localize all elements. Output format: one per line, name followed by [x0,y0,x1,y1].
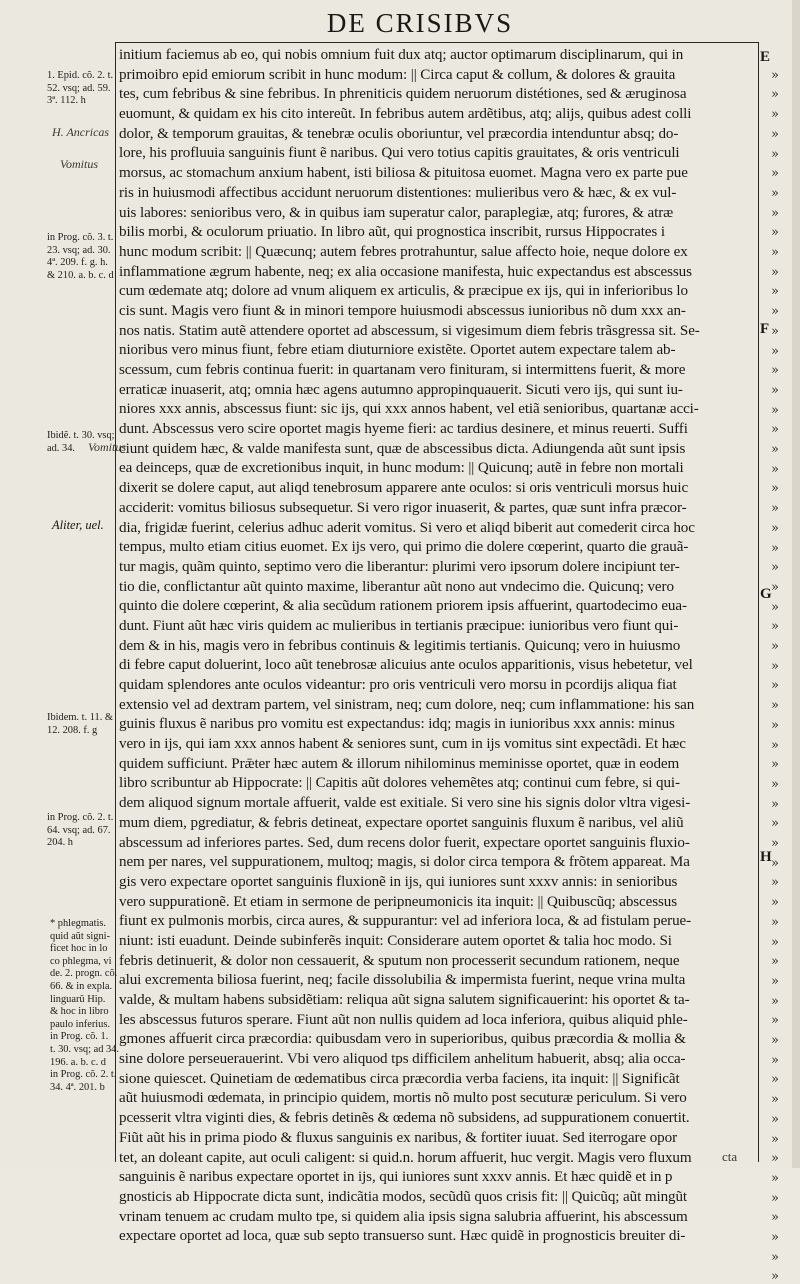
quotation-mark: » [771,1269,779,1284]
text-line: dolor, & temporum grauitas, & tenebræ oculis oboriuntur, vel præcordia intenduntur absq; do- [119,125,679,142]
quotation-mark: » [771,895,779,911]
text-line: quidam splendores ante oculos videantur: pro oris ventriculi vero morsu in pcordijs aliqua fiat [119,677,677,693]
text-line: valde, & multam habens subsidẽtiam: reliqua aũt signa salutem significauerint: his oportet & ta- [119,992,690,1008]
text-line: niunt: isti euadunt. Deinde subinferẽs inquit: Considerare autem oportet & talia hoc modo. Si [119,932,672,949]
quotation-mark: » [771,343,779,359]
text-line: primoibro epid emiorum scribit in hunc modum: || Circa caput & collum, & dolores & grauita [119,66,676,83]
quotation-mark: » [771,954,779,970]
section-letter-e: E [760,49,771,65]
text-line: tur magis, quãm quinto, septimo vero die liberantur: plurimi vero ipsorum dolere incipiunt ter- [119,558,680,575]
quotation-mark: » [771,1210,779,1226]
quotation-mark: » [771,1170,779,1186]
quotation-mark: » [771,264,779,280]
text-line: gis vero expectare oportet sanguinis fluxionẽ in ijs, qui iuniores sunt xxxv annis: in senioribus [119,873,678,890]
text-line: Fiũt aũt his in prima piodo & fluxus sanguinis ex naribus, & fortiter iuuat. Sed iterrogare opor [119,1129,678,1146]
text-line: sine dolore perseuerauerint. Vbi vero aliquod tps difficilem anhelitum habuerit, absq; alia occa- [119,1051,686,1068]
quotation-mark: » [771,934,779,950]
quotation-mark: » [771,284,779,300]
text-line: gnosticis ab Hippocrate dicta sunt, indicãtia modos, secũdũ quos crisis fit: || Quicũq; aũt mingũt [119,1188,688,1205]
quotation-mark: » [771,540,779,556]
quotation-mark: » [771,501,779,517]
quotation-mark: » [771,776,779,792]
quotation-mark: » [771,619,779,635]
quotation-mark: » [771,402,779,418]
quotation-mark: » [771,599,779,615]
section-letter-f: F [760,321,770,337]
quotation-mark: » [771,658,779,674]
quotation-mark: » [771,520,779,536]
text-line: acciderit: vomitus biliosus subsequetur. Si vero rigor inuaserit, & partes, quæ sunt infra præcor- [119,499,687,516]
quotation-mark: » [771,363,779,379]
quotation-mark: » [771,126,779,142]
quotation-mark: » [771,914,779,930]
quotation-mark: » [771,481,779,497]
handwritten-note: H. Ancricas [52,125,110,139]
text-line: cis sunt. Magis vero fiunt & in minori tempore huiusmodi abscessus iunioribus nõ dum xxx an- [119,302,686,319]
text-line: euomunt, & quidam ex his cito intereũt. In febribus autem ardẽtibus, atq; alijs, quibus adest colli [119,106,692,123]
quotation-mark: » [771,737,779,753]
margin-note-epid: 1. Epid. cõ. 2. t. 52. vsq; ad. 59. 3ª. 112. h [47,70,114,107]
text-line: sanguinis ẽ naribus expectare oportet in ijs, qui iuniores sunt xxxv annis. Et hæc quidẽ et in p [119,1169,673,1186]
text-line: initium faciemus ab eo, qui nobis omnium fuit dux atq; auctor optimarum disciplinarum, qui in [119,47,684,63]
quotation-mark: » [771,1072,779,1088]
text-line: alui excrementa biliosa fuerint, neq; facile dissolubilia & impermista fuerint, neque vrina multa [119,972,686,989]
text-line: pcesserit vltra viginti dies, & febris detinẽs & œdema nõ subsidens, ad suppurationem conuertit. [119,1110,690,1127]
quotation-mark: » [771,245,779,260]
quotation-mark: » [771,1151,779,1167]
text-line: abscessum ad inferiores partes. Sed, dum recens dolor fuerit, expectare oportet sanguinis fluxio- [119,834,690,851]
text-line: dixerit se dolere caput, aut aliqd tenebrosum apparere ante oculos: si oris ventriculi morsus huic [119,480,689,497]
text-line: hunc modum scribit: || Quæcunq; autem febres protrahuntur, salue affecto hoie, neque dolore ex [119,243,688,260]
text-line: nem per nares, vel suppurationem, multoq; magis, si dolor circa tempora & frõtem appareat. Ma [119,854,690,871]
text-line: niores xxx annis, abscessus fiunt: sic ijs, qui xxx annos habent, vel etiã senioribus, quartanæ acci- [119,401,699,418]
quotation-mark: » [771,993,779,1009]
text-line: fiunt ex pulmonis morbis, circa aures, & suppurantur: vel ad inferiora loca, & ad fistulam perue- [119,913,692,930]
handwritten-note: Aliter, uel. [52,518,104,532]
text-line: tet, an doleant capite, aut oculi caligent: si quid.n. horum affuerit, huc vergit. Magis vero fluxum [119,1149,692,1166]
text-line: inflammatione ægrum habente, neq; ex alia occasione manifesta, huic expectandus est abscessus [119,263,692,280]
text-line: quinto die dolere cœperint, & alia secũdum rationem priorem ipsis affuerint, quartodecimo eua- [119,598,687,615]
margin-note-ibidem: Ibidem. t. 11. & 12. 208. f. g [47,712,113,736]
quotation-mark: » [771,579,779,595]
quotation-mark: » [771,698,779,714]
text-line: ea deinceps, quæ de excretionibus inquit, in hunc modum: || Quicunq; autẽ in febre non mortali [119,460,684,477]
section-letter-g: G [760,586,772,602]
text-line: ris in huiusmodi affectibus accidunt neruorum distentiones: mulieribus vero & hæc, & ex vul- [119,184,677,201]
text-line: vrinam tenuem ac crudam multo tpe, si quidem alia ipsis signa salubria affuerint, his abscessum [119,1208,688,1225]
quotation-mark: » [771,107,779,123]
quotation-mark: » [771,1190,779,1206]
quotation-mark: » [771,87,779,103]
text-line: quidem sufficiunt. Prǣter hæc autem & illorum nihilominus meminisse oportet, quæ in eodem [119,755,680,772]
text-line: tio die, conflictantur aũt quinto maxime, liberantur aũt nono aut vndecimo die. Quicunq; vero [119,578,674,595]
quotation-mark: » [771,461,779,477]
main-text-block [119,46,760,1245]
text-line: febris detinuerit, & dolor non cessauerit, & sputum non processerit secundum rationem, neque [119,952,680,969]
quotation-mark: » [771,855,779,871]
margin-note-prog-1: in Prog. cõ. 3. t. 23. vsq; ad. 30. 4ª. 209. f. g. h. & 210. a. b. c. d [47,232,114,281]
quotation-mark: » [771,560,779,576]
quotation-marks-column [771,46,795,1284]
text-line: les abscessus futuros sperare. Fiunt aũt non nullis quidem ad loca inferiora, quibus aliquid phle- [119,1011,688,1028]
text-line: tes, cum febribus & sine febribus. In phreniticis quidem neruorum distétiones, sed & æruginosa [119,86,687,103]
quotation-mark: » [771,1111,779,1127]
text-line: erraticæ inuaserit, atq; omnia hæc agens autumno appropinquauerit. Sicuti vero ijs, qui sunt iu- [119,381,683,398]
quotation-mark: » [771,717,779,733]
text-line: vero suppurationẽ. Et etiam in sermone de peripneumonicis ita inquit: || Quibuscũq; abscessus [119,893,678,910]
text-line: scessum, cum febris continua fuerit: in quartanam vero finituram, si intermittens fuerit, & more [119,362,686,378]
quotation-mark: » [771,796,779,812]
text-line: gmones affuerit circa præcordia: quibusdam vero in superioribus, quibus præcordia & mollia & [119,1031,686,1048]
quotation-mark: » [771,304,779,320]
quotation-mark: » [771,973,779,989]
catchword: cta [722,1149,738,1164]
text-line: uis labores: senioribus vero, & in quibus iam superatur calor, paraplegiæ, atq; furores, & atræ [119,204,674,221]
quotation-mark: » [771,382,779,398]
text-line: dunt. Fiunt aũt hæc viris quidem ac mulieribus in tertianis præcipue: iunioribus vero fiunt qui- [119,617,679,634]
text-line: di febre caput doluerint, loco aũt tenebrosæ alicuius ante oculos apparitionis, visus hebetetur, vel [119,657,693,674]
quotation-mark: » [771,166,779,182]
quotation-mark: » [771,225,779,241]
quotation-mark: » [771,1230,779,1245]
quotation-mark: » [771,757,779,773]
text-line: tempus, multo etiam citius euomet. Ex ijs vero, qui primo die dolere cœperint, quarto die grauã- [119,539,689,556]
text-line: dem aliquod signum mortale affuerit, valde est exitiale. Si vero sine his signis dolor vltra vigesi- [119,795,691,812]
quotation-mark: » [771,67,779,83]
quotation-mark: » [771,1033,779,1048]
text-line: morsus, ac stomachum anxium habent, isti biliosa & pituitosa euomet. Magna vero ex parte pue [119,165,688,182]
running-head: DE CRISIBVS [326,8,514,38]
text-line: libro scribuntur ab Hippocrate: || Capitis aũt dolores vehemẽtes atq; continui cum febre, si qui- [119,775,680,792]
quotation-mark: » [771,639,779,654]
text-line: ciunt quidem hæc, & valde manifesta sunt, quæ de abscessibus dicta. Adiungenda aũt sunt ipsis [119,440,686,457]
margin-note-ibid: Ibidẽ. t. 30. vsq; ad. 34. [47,430,115,454]
margin-note-prog-2: in Prog. cõ. 2. t. 64. vsq; ad. 67. 204. h [47,812,114,849]
text-line: guinis fluxus ẽ naribus pro vomitu est expectandus: idq; magis in iunioribus xxx annis: minus [119,716,675,733]
text-line: dem & in his, magis vero in febribus continuis & legitimis tertianis. Quicunq; vero in huiusmo [119,637,681,654]
text-line: nos natis. Statim autẽ attendere oportet ad abscessum, si vigesimum diem febris trãsgressa sit. Se- [119,322,700,339]
quotation-mark: » [771,875,779,891]
text-line: mum diem, pgrediatur, & febris detineat, expectare oportet sanguinis fluxum ẽ naribus, vel aliũ [119,814,684,831]
quotation-mark: » [771,146,779,162]
quotation-mark: » [771,1092,779,1108]
margin-note-phlegmatis: * phlegmatis. quid aũt signi- ficet hoc in lo co phlegma, vi de. 2. progn. cõ. 66. & in expla. linguarũ Hip. & hoc in libro paulo inferius. in Prog. cõ. 1. t. 30. vsq; ad 34. 196. a. b. c. d in Prog. cõ. 2. t. 34. 4ª. 201. b [50,918,119,1093]
quotation-mark: » [771,678,779,694]
quotation-mark: » [771,1052,779,1068]
text-line: nioribus vero minus fiunt, febre etiam diuturniore existẽte. Oportet autem expectare talem ab- [119,342,676,359]
text-line: sione quiescet. Quinetiam de œdematibus circa præcordia verba faciens, ita inquit: || Significãt [119,1070,680,1087]
section-letter-h: H [760,849,772,865]
quotation-mark: » [771,422,779,438]
text-line: expectare oportet ad loca, quæ sub septo transuerso sunt. Hæc quidẽ in prognosticis breuiter di- [119,1228,686,1245]
frame-top-rule [115,42,758,43]
quotation-mark: » [771,816,779,832]
quotation-mark: » [771,1131,779,1147]
text-line: dunt. Abscessus vero scire oportet magis hyeme fieri: ac tardius desinere, et minus reuerti. Suffi [119,421,688,438]
handwritten-note: Vomitus [60,157,99,171]
text-line: extensio vel ad dextram partem, vel sinistram, neq; cum dolore, neq; cum inflammatione: his san [119,696,695,713]
handwritten-note: Vomitus [88,440,127,454]
quotation-mark: » [771,836,779,851]
quotation-mark: » [771,323,779,339]
text-line: cum œdemate atq; dolore ad vnum aliquem ex articulis, & præcipue ex ijs, qui in inferioribus lo [119,283,688,300]
quotation-mark: » [771,1249,779,1265]
text-line: vero in ijs, qui iam xxx annos habent & seniores sunt, cum in ijs vomitus sint expectãdi. Et hæc [119,736,686,753]
text-line: bilis morbi, & oculorum priuatio. In libro aũt, qui prognostica inscribit, rursus Hippocrates i [119,224,665,241]
quotation-mark: » [771,1013,779,1029]
quotation-mark: » [771,442,779,457]
quotation-mark: » [771,185,779,201]
quotation-mark: » [771,205,779,221]
text-line: lore, his profluuia sanguinis fiunt ẽ naribus. Qui vero totius capitis grauitates, & oris ventriculi [119,145,680,162]
text-line: aũt huiusmodi œdemata, in principio quidem, mortis nõ multo post secuturæ periculum. Si vero [119,1090,687,1107]
text-line: dia, frigidæ fuerint, celerius adhuc aderit vomitus. Si vero et aliqd biberit aut comederit circa hoc [119,519,695,536]
